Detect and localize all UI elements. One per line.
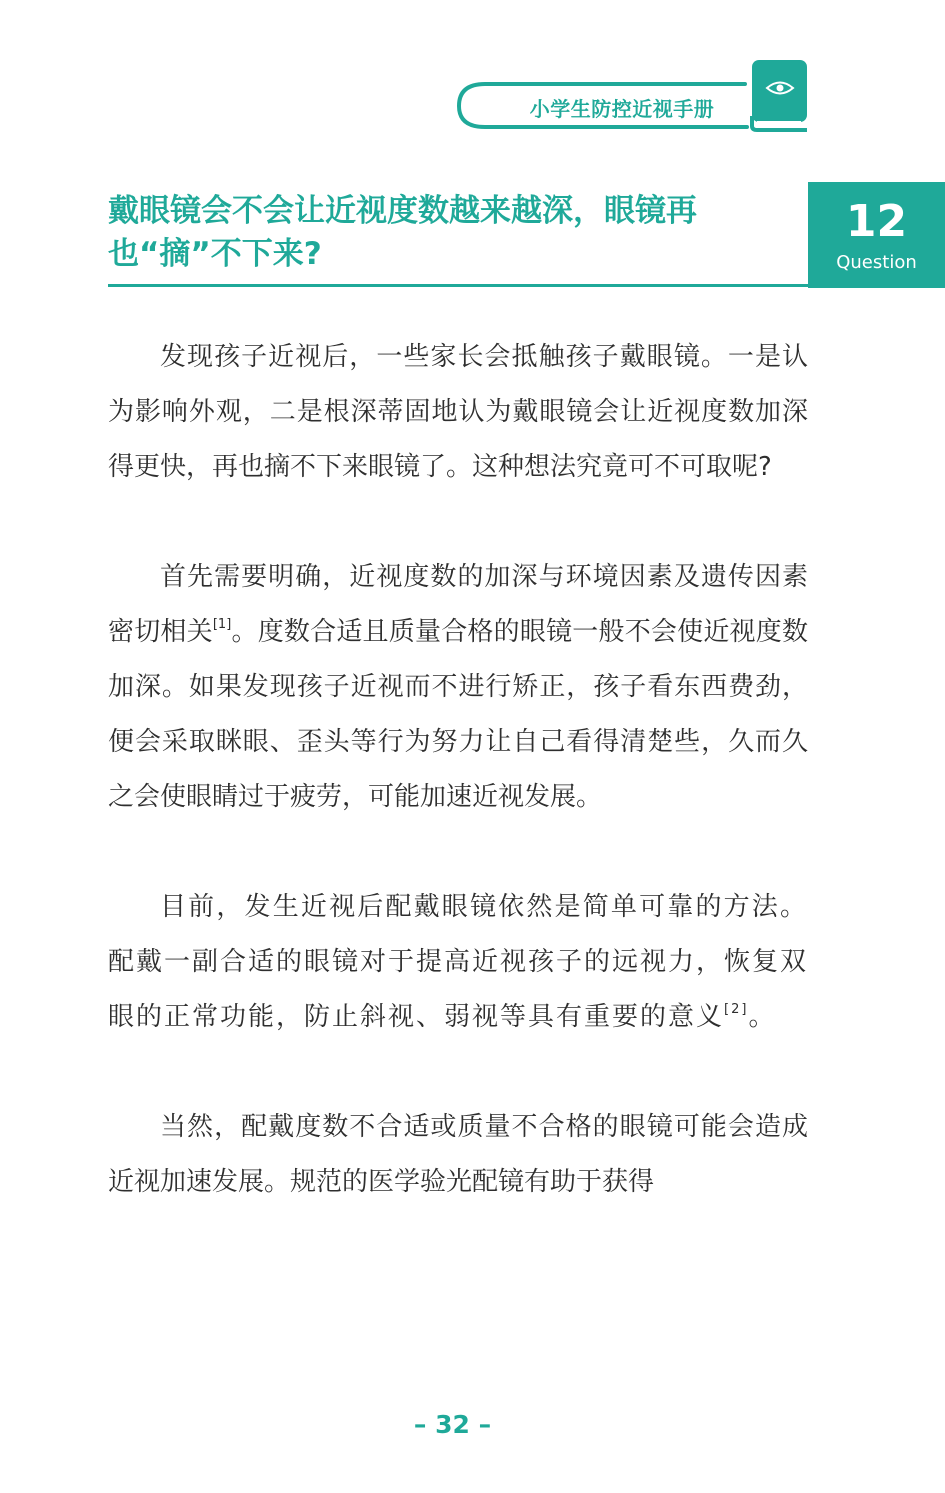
paragraph-2-text: 首先需要明确，近视度数的加深与环境因素及遗传因素密切相关 <box>108 562 808 647</box>
title-underline <box>108 284 808 287</box>
reference-1[interactable]: [1] <box>212 617 232 632</box>
header-badge <box>455 60 810 132</box>
question-label: Question <box>836 252 917 273</box>
question-number-badge <box>808 182 945 288</box>
reference-2[interactable]: [2] <box>724 1002 749 1017</box>
header-title: 小学生防控近视手册 <box>529 97 715 121</box>
paragraph-2-text-cont: 。度数合适且质量合格的眼镜一般不会使近视度数加深。如果发现孩子近视而不进行矫正，孩子看东西费劲，便会采取眯眼、歪头等行为努力让自己看得清楚些，久而久之会使眼睛过于疲劳，可能加速近视发展。 <box>108 617 808 812</box>
paragraph-3-text: 目前，发生近视后配戴眼镜依然是简单可靠的方法。配戴一副合适的眼镜对于提高近视孩子的远视力，恢复双眼的正常功能，防止斜视、弱视等具有重要的意义 <box>108 892 809 1032</box>
body-text <box>108 330 808 1265</box>
page-number: – 32 – <box>413 1410 492 1439</box>
question-number: 12 <box>845 196 908 247</box>
paragraph-1: 发现孩子近视后，一些家长会抵触孩子戴眼镜。一是认为影响外观，二是根深蒂固地认为戴眼镜会让近视度数加深得更快，再也摘不下来眼镜了。这种想法究竟可不可取呢? <box>108 342 808 482</box>
paragraph-2 <box>108 550 808 825</box>
paragraph-3-text-cont: 。 <box>748 1002 777 1032</box>
eye-icon <box>765 79 795 97</box>
paragraph-4: 当然，配戴度数不合适或质量不合格的眼镜可能会造成近视加速发展。规范的医学验光配镜有助于获得 <box>108 1112 808 1197</box>
paragraph-3 <box>108 880 808 1045</box>
question-title: 戴眼镜会不会让近视度数越来越深，眼镜再也“摘”不下来? <box>108 193 697 272</box>
